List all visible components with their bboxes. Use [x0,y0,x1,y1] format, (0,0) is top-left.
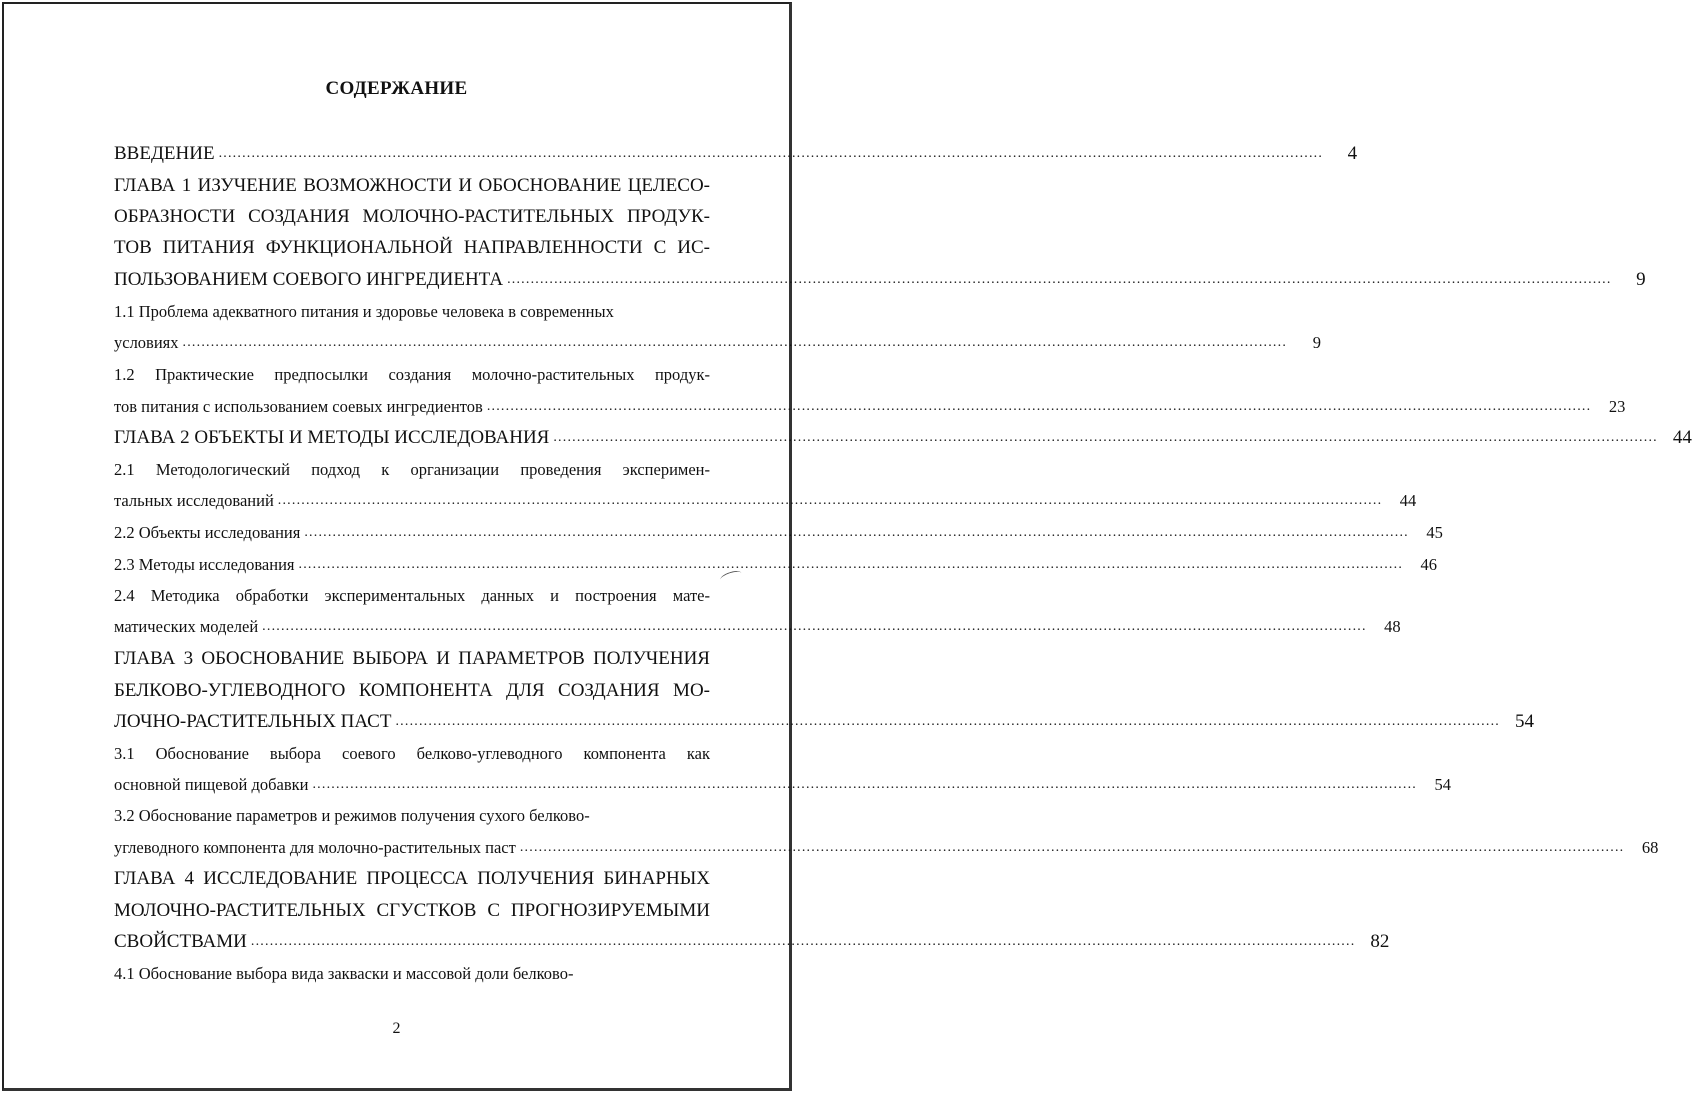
toc-page-number: 48 [1384,617,1401,636]
toc-entry-text: тов питания с использованием соевых ингредиентов [114,397,483,416]
toc-page-number: 44 [1672,427,1692,448]
toc-chapter-4-line-2: МОЛОЧНО-РАСТИТЕЛЬНЫХ СГУСТКОВ С ПРОГНОЗИРУЕМЫМИ [114,900,710,921]
toc-chapter-3-line-2: БЕЛКОВО-УГЛЕВОДНОГО КОМПОНЕНТА ДЛЯ СОЗДАНИЯ МО- [114,680,710,701]
page-number: 2 [392,1020,401,1037]
page-title: СОДЕРЖАНИЕ [325,78,468,99]
toc-page-number: 9 [1636,269,1646,290]
dot-leader: ........................................................................................................................................................................................................................................... [218,146,1324,161]
toc-page-number: 68 [1641,838,1659,857]
toc-section-3-2-line-2 [114,836,1659,860]
toc-entry-text: ВВЕДЕНИЕ [114,143,215,164]
toc-section-1-2-line-2 [114,395,1626,419]
toc-section-1-1-line-1: 1.1 Проблема адекватного питания и здоровье человека в современных [114,302,614,321]
toc-page-number: 4 [1347,143,1358,164]
toc-entry-text: матических моделей [114,617,259,636]
dot-leader: ........................................................................................................................................................................................................................................... [519,840,1625,855]
toc-page-number: 45 [1426,523,1443,542]
toc-section-2-4-line-2 [114,615,1401,639]
toc-section-2-1-line-1: 2.1 Методологический подход к организации проведения эксперимен- [114,460,710,479]
toc-chapter-1-line-3: ТОВ ПИТАНИЯ ФУНКЦИОНАЛЬНОЙ НАПРАВЛЕННОСТИ С ИС- [114,237,710,258]
toc-page-number: 54 [1434,775,1451,794]
toc-section-3-1-line-2 [114,773,1451,797]
dot-leader: ........................................................................................................................................................................................................................................... [262,619,1367,634]
toc-chapter-2 [114,426,1692,450]
toc-section-3-2-line-1: 3.2 Обоснование параметров и режимов получения сухого белково- [114,806,590,825]
toc-page-number: 54 [1514,711,1534,732]
document-page [2,2,1692,1091]
toc-page-number: 23 [1608,397,1626,416]
dot-leader: ........................................................................................................................................................................................................................................... [507,272,1612,287]
toc-page-number: 46 [1420,555,1438,574]
toc-section-4-1-line-1: 4.1 Обоснование выбора вида закваски и массовой доли белково- [114,964,574,983]
toc-chapter-1-line-2: ОБРАЗНОСТИ СОЗДАНИЯ МОЛОЧНО-РАСТИТЕЛЬНЫХ ПРОДУК- [114,206,710,227]
toc-section-2-2 [114,521,1443,545]
dot-leader: ........................................................................................................................................................................................................................................... [182,335,1288,350]
toc-entry-text: 2.2 Объекты исследования [114,523,301,542]
toc-section-2-4-line-1: 2.4 Методика обработки экспериментальных данных и построения мате- [114,586,710,605]
toc-section-3-1-line-1: 3.1 Обоснование выбора соевого белково-углеводного компонента как [114,744,710,763]
toc-section-2-1-line-2 [114,489,1417,513]
toc-chapter-4-line-1: ГЛАВА 4 ИССЛЕДОВАНИЕ ПРОЦЕССА ПОЛУЧЕНИЯ БИНАРНЫХ [114,868,710,889]
toc-chapter-4-line-3 [114,930,1390,954]
toc-chapter-3-line-3 [114,710,1534,734]
dot-leader: ........................................................................................................................................................................................................................................... [486,399,1592,414]
dot-leader: ........................................................................................................................................................................................................................................... [250,934,1356,949]
toc-entry-text: ЛОЧНО-РАСТИТЕЛЬНЫХ ПАСТ [114,711,392,732]
toc-chapter-3-line-1: ГЛАВА 3 ОБОСНОВАНИЕ ВЫБОРА И ПАРАМЕТРОВ ПОЛУЧЕНИЯ [114,648,710,669]
dot-leader: ........................................................................................................................................................................................................................................... [304,525,1409,540]
toc-entry-text: условиях [114,333,179,352]
toc-chapter-1-line-1: ГЛАВА 1 ИЗУЧЕНИЕ ВОЗМОЖНОСТИ И ОБОСНОВАНИЕ ЦЕЛЕСО- [114,175,710,196]
toc-page-number: 9 [1312,333,1322,352]
dot-leader: ........................................................................................................................................................................................................................................... [298,557,1404,572]
toc-page-number: 44 [1399,491,1417,510]
toc-section-2-3 [114,553,1438,577]
toc-entry-text: ПОЛЬЗОВАНИЕМ СОЕВОГО ИНГРЕДИЕНТА [114,269,504,290]
toc-entry-text: СВОЙСТВАМИ [114,931,247,952]
toc-section-1-1-line-2 [114,331,1322,355]
toc-entry-text: тальных исследований [114,491,274,510]
dot-leader: ........................................................................................................................................................................................................................................... [277,493,1383,508]
toc-chapter-1-line-4 [114,268,1646,292]
toc-section-1-2-line-1: 1.2 Практические предпосылки создания молочно-растительных продук- [114,365,710,384]
toc-entry-text: 2.3 Методы исследования [114,555,295,574]
dot-leader: ........................................................................................................................................................................................................................................... [395,714,1500,729]
dot-leader: ........................................................................................................................................................................................................................................... [553,430,1658,445]
dot-leader: ........................................................................................................................................................................................................................................... [312,777,1417,792]
toc-entry-text: основной пищевой добавки [114,775,309,794]
toc-entry-text: углеводного компонента для молочно-растительных паст [114,838,516,857]
toc-page-number: 82 [1370,931,1390,952]
toc-entry-text: ГЛАВА 2 ОБЪЕКТЫ И МЕТОДЫ ИССЛЕДОВАНИЯ [114,427,550,448]
toc-entry-introduction [114,142,1358,166]
